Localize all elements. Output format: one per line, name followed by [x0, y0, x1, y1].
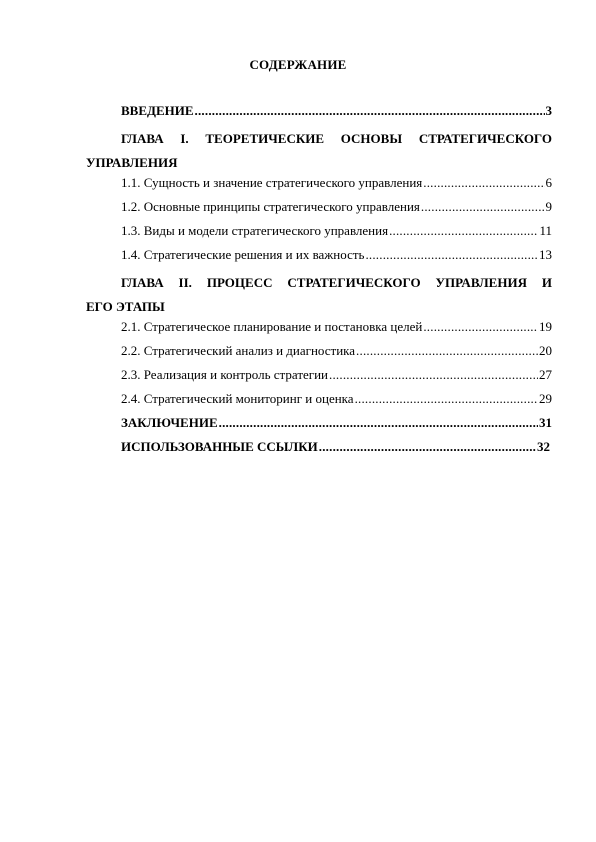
dot-leader: [195, 103, 545, 119]
toc-entry-label: ИСПОЛЬЗОВАННЫЕ ССЫЛКИ: [121, 439, 318, 454]
toc-entry-conclusion[interactable]: [86, 415, 552, 439]
chapter-heading-line2: УПРАВЛЕНИЯ: [86, 155, 178, 170]
toc-entry-2-3[interactable]: [86, 367, 552, 391]
toc-entry-label: 2.1. Стратегическое планирование и постановка целей: [121, 319, 423, 334]
dot-leader: [356, 343, 538, 359]
toc-entry-introduction[interactable]: [86, 103, 552, 127]
chapter-heading-line1: ГЛАВА II. ПРОЦЕСС СТРАТЕГИЧЕСКОГО УПРАВЛЕНИЯ И: [121, 275, 552, 290]
table-of-contents: [86, 103, 552, 463]
toc-chapter-1[interactable]: [86, 127, 552, 175]
chapter-heading-line2: ЕГО ЭТАПЫ: [86, 299, 165, 314]
toc-page-number: 27: [539, 367, 552, 382]
toc-entry-label: 2.4. Стратегический мониторинг и оценка: [121, 391, 354, 406]
toc-entry-1-4[interactable]: [86, 247, 552, 271]
toc-entry-label: 2.3. Реализация и контроль стратегии: [121, 367, 329, 382]
dot-leader: [365, 247, 538, 263]
toc-page-number: 11: [539, 223, 552, 238]
toc-page-number: 6: [545, 175, 552, 190]
toc-entry-label: 1.4. Стратегические решения и их важность: [121, 247, 365, 262]
dot-leader: [421, 199, 545, 215]
toc-entry-2-1[interactable]: [86, 319, 552, 343]
dot-leader: [355, 391, 538, 407]
dot-leader: [423, 319, 538, 335]
chapter-heading-line1: ГЛАВА I. ТЕОРЕТИЧЕСКИЕ ОСНОВЫ СТРАТЕГИЧЕСКОГО: [121, 131, 552, 146]
toc-page-number: 13: [539, 247, 552, 262]
page-title: СОДЕРЖАНИЕ: [249, 57, 347, 72]
toc-entry-1-1[interactable]: [86, 175, 552, 199]
toc-entry-label: 1.2. Основные принципы стратегического управления: [121, 199, 420, 214]
toc-page-number: 9: [545, 199, 552, 214]
dot-leader: [423, 175, 544, 191]
dot-leader: [219, 415, 538, 431]
dot-leader: [329, 367, 538, 383]
toc-entry-2-4[interactable]: [86, 391, 552, 415]
toc-page-number: 29: [539, 391, 552, 406]
toc-page-number: 31: [539, 415, 552, 430]
toc-page-number: 3: [545, 103, 552, 118]
toc-entry-label: ЗАКЛЮЧЕНИЕ: [121, 415, 218, 430]
toc-page-number: 19: [539, 319, 552, 334]
toc-page-number: 32: [537, 439, 550, 454]
toc-entry-label: 1.3. Виды и модели стратегического управления: [121, 223, 389, 238]
toc-entry-1-2[interactable]: [86, 199, 552, 223]
toc-entry-2-2[interactable]: [86, 343, 552, 367]
dot-leader: [319, 439, 536, 455]
dot-leader: [389, 223, 538, 239]
toc-entry-references[interactable]: [86, 439, 552, 463]
toc-chapter-2[interactable]: [86, 271, 552, 319]
toc-entry-label: 1.1. Сущность и значение стратегического управления: [121, 175, 423, 190]
toc-entry-1-3[interactable]: [86, 223, 552, 247]
toc-entry-label: ВВЕДЕНИЕ: [121, 103, 194, 118]
toc-entry-label: 2.2. Стратегический анализ и диагностика: [121, 343, 356, 358]
toc-page-number: 20: [539, 343, 552, 358]
